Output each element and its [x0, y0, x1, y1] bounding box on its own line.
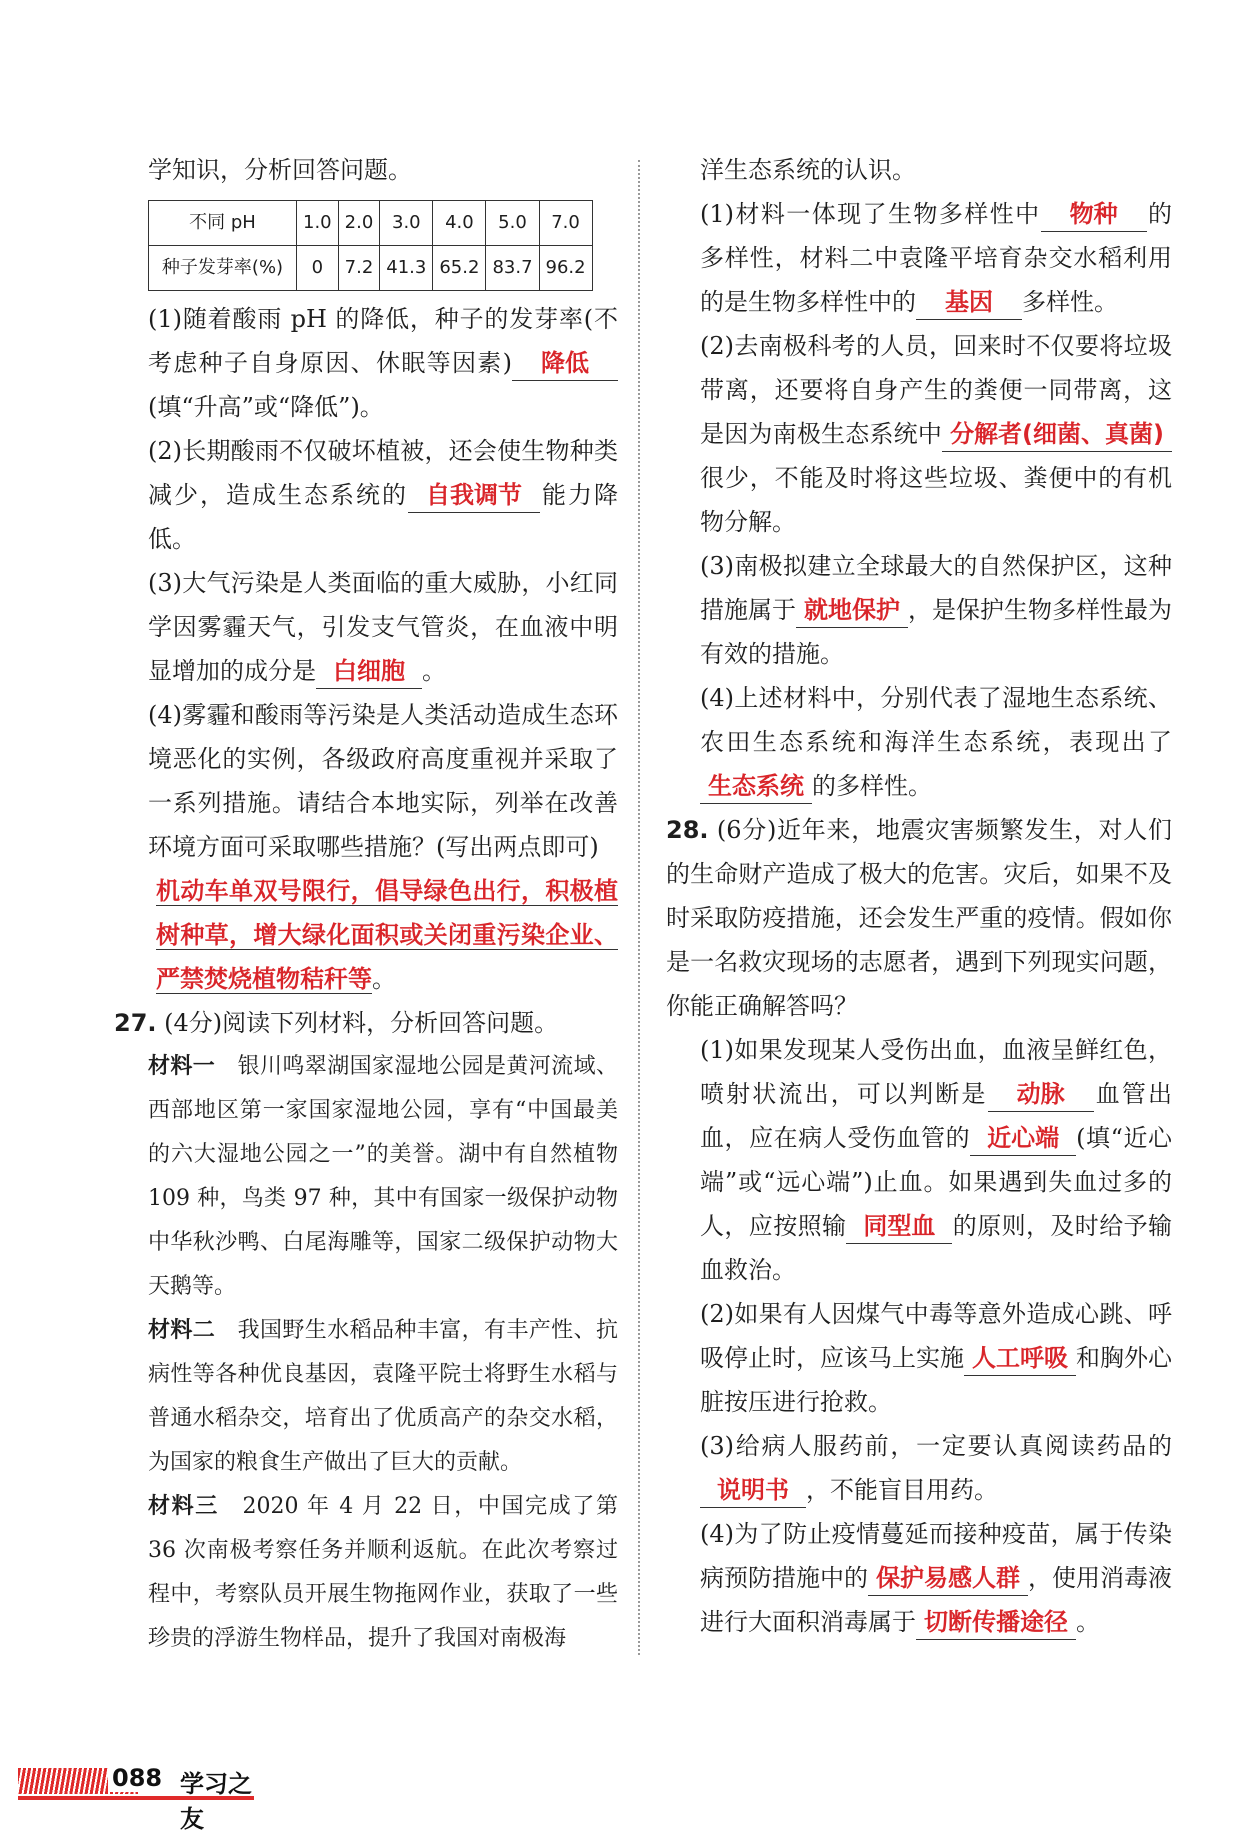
- answer-blank: 人工呼吸: [964, 1341, 1076, 1376]
- page-number: 088: [108, 1764, 166, 1792]
- column-divider: [638, 160, 640, 1655]
- answer-blank: 就地保护: [796, 593, 908, 628]
- q26-2: (2)长期酸雨不仅破坏植被，还会使生物种类减少，造成生态系统的 自我调节 能力降低。: [148, 437, 618, 553]
- q26-4-answer: 机动车单双号限行，倡导绿色出行，积极植树种草，增大绿化面积或关闭重污染企业、严禁焚烧植物秸秆等。: [156, 877, 618, 993]
- answer-blank: 同型血: [846, 1209, 952, 1244]
- answer-blank: 生态系统: [700, 769, 812, 804]
- table-cell: 5.0: [486, 201, 539, 246]
- q26-1: (1)随着酸雨 pH 的降低，种子的发芽率(不考虑种子自身原因、休眠等因素) 降低(填“升高”或“降低”)。: [148, 305, 618, 421]
- q28-2: (2)如果有人因煤气中毒等意外造成心跳、呼吸停止时，应该马上实施 人工呼吸 和胸外心脏按压进行抢救。: [700, 1300, 1172, 1416]
- table-cell: 96.2: [539, 246, 592, 291]
- q27-4: (4)上述材料中，分别代表了湿地生态系统、农田生态系统和海洋生态系统，表现出了生态系统 的多样性。: [700, 676, 1172, 808]
- table-cell: 2.0: [338, 201, 380, 246]
- table-cell: 3.0: [380, 201, 433, 246]
- answer-blank: 自我调节: [408, 478, 540, 513]
- table-cell: 4.0: [433, 201, 486, 246]
- material-2: 材料二 我国野生水稻品种丰富，有丰产性、抗病性等各种优良基因，袁隆平院士将野生水稻与普通水稻杂交，培育出了优质高产的杂交水稻，为国家的粮食生产做出了巨大的贡献。: [148, 1318, 618, 1475]
- answer-blank: 动脉: [988, 1077, 1094, 1112]
- answer-blank: 切断传播途径: [916, 1605, 1076, 1640]
- table-row: [149, 201, 593, 246]
- page-footer: [18, 1762, 254, 1833]
- right-column: [666, 148, 1173, 1644]
- q28-3: (3)给病人服药前，一定要认真阅读药品的说明书 ，不能盲目用药。: [700, 1424, 1172, 1512]
- table-cell: 7.0: [539, 201, 592, 246]
- answer-blank: 机动车单双号限行，倡导绿色出行，积极植树种草，增大绿化面积或关闭重污染企业、严禁焚烧植物秸秆等: [156, 877, 618, 993]
- answer-blank: 降低: [512, 346, 618, 381]
- table-cell: 1.0: [297, 201, 339, 246]
- table-cell: 0: [297, 246, 339, 291]
- q27-header: 27. (4分)阅读下列材料，分析回答问题。: [114, 1009, 559, 1037]
- answer-blank: 说明书: [700, 1473, 806, 1508]
- table-row: [149, 246, 593, 291]
- answer-blank: 分解者(细菌、真菌): [942, 417, 1172, 452]
- q27-3: (3)南极拟建立全球最大的自然保护区，这种措施属于 就地保护 ，是保护生物多样性最为有效的措施。: [700, 552, 1172, 668]
- intro-text: 学知识，分析回答问题。: [148, 156, 412, 184]
- table-cell: 不同 pH: [149, 201, 297, 246]
- answer-blank: 近心端: [970, 1121, 1076, 1156]
- table-cell: 83.7: [486, 246, 539, 291]
- table-cell: 7.2: [338, 246, 380, 291]
- table-cell: 种子发芽率(%): [149, 246, 297, 291]
- q26-4: (4)雾霾和酸雨等污染是人类活动造成生态环境恶化的实例，各级政府高度重视并采取了一系列措施。请结合本地实际，列举在改善环境方面可采取哪些措施？(写出两点即可): [148, 701, 618, 861]
- q27-2: (2)去南极科考的人员，回来时不仅要将垃圾带离，还要将自身产生的粪便一同带离，这是因为南极生态系统中 分解者(细菌、真菌)很少，不能及时将这些垃圾、粪便中的有机物分解。: [700, 332, 1172, 536]
- material-3: 材料三 2020 年 4 月 22 日，中国完成了第 36 次南极考察任务并顺利返航。在此次考察过程中，考察队员开展生物拖网作业，获取了一些珍贵的浮游生物样品，提升了我国对南极海: [148, 1494, 618, 1651]
- q28-4: (4)为了防止疫情蔓延而接种疫苗，属于传染病预防措施中的 保护易感人群 ，使用消毒液进行大面积消毒属于 切断传播途径 。: [700, 1512, 1172, 1644]
- q26-3: (3)大气污染是人类面临的重大威胁，小红同学因雾霾天气，引发支气管炎，在血液中明显增加的成分是 白细胞 。: [148, 561, 618, 693]
- left-column: [114, 148, 618, 1661]
- answer-blank: 保护易感人群: [868, 1561, 1028, 1596]
- q28-header: 28. (6分)近年来，地震灾害频繁发生，对人们的生命财产造成了极大的危害。灾后，如果不及时采取防疫措施，还会发生严重的疫情。假如你是一名救灾现场的志愿者，遇到下列现实问题，你能正确解答吗？: [666, 816, 1172, 1020]
- brand-title: 学习之友: [180, 1769, 252, 1833]
- table-cell: 65.2: [433, 246, 486, 291]
- q28-1: (1)如果发现某人受伤出血，血液呈鲜红色，喷射状流出，可以判断是 动脉 血管出血，应在病人受伤血管的 近心端 (填“近心端”或“远心端”)止血。如果遇到失血过多的人，应按照输 同型血 的原则，及时给予输血救治。: [700, 1036, 1173, 1284]
- answer-blank: 物种: [1041, 197, 1147, 232]
- answer-blank: 白细胞: [316, 654, 422, 689]
- q27-1: (1)材料一体现了生物多样性中 物种 的多样性，材料二中袁隆平培育杂交水稻利用的是生物多样性中的 基因 多样性。: [700, 192, 1172, 324]
- continued-text: 洋生态系统的认识。: [700, 156, 916, 184]
- material-1: 材料一 银川鸣翠湖国家湿地公园是黄河流域、西部地区第一家国家湿地公园，享有“中国最美的六大湿地公园之一”的美誉。湖中有自然植物 109 种，鸟类 97 种，其中有国家一级保护动物中华秋沙鸭、白尾海雕等，国家二级保护动物大天鹅等。: [148, 1054, 618, 1299]
- ph-table: [148, 200, 593, 291]
- answer-blank: 基因: [916, 285, 1022, 320]
- table-cell: 41.3: [380, 246, 433, 291]
